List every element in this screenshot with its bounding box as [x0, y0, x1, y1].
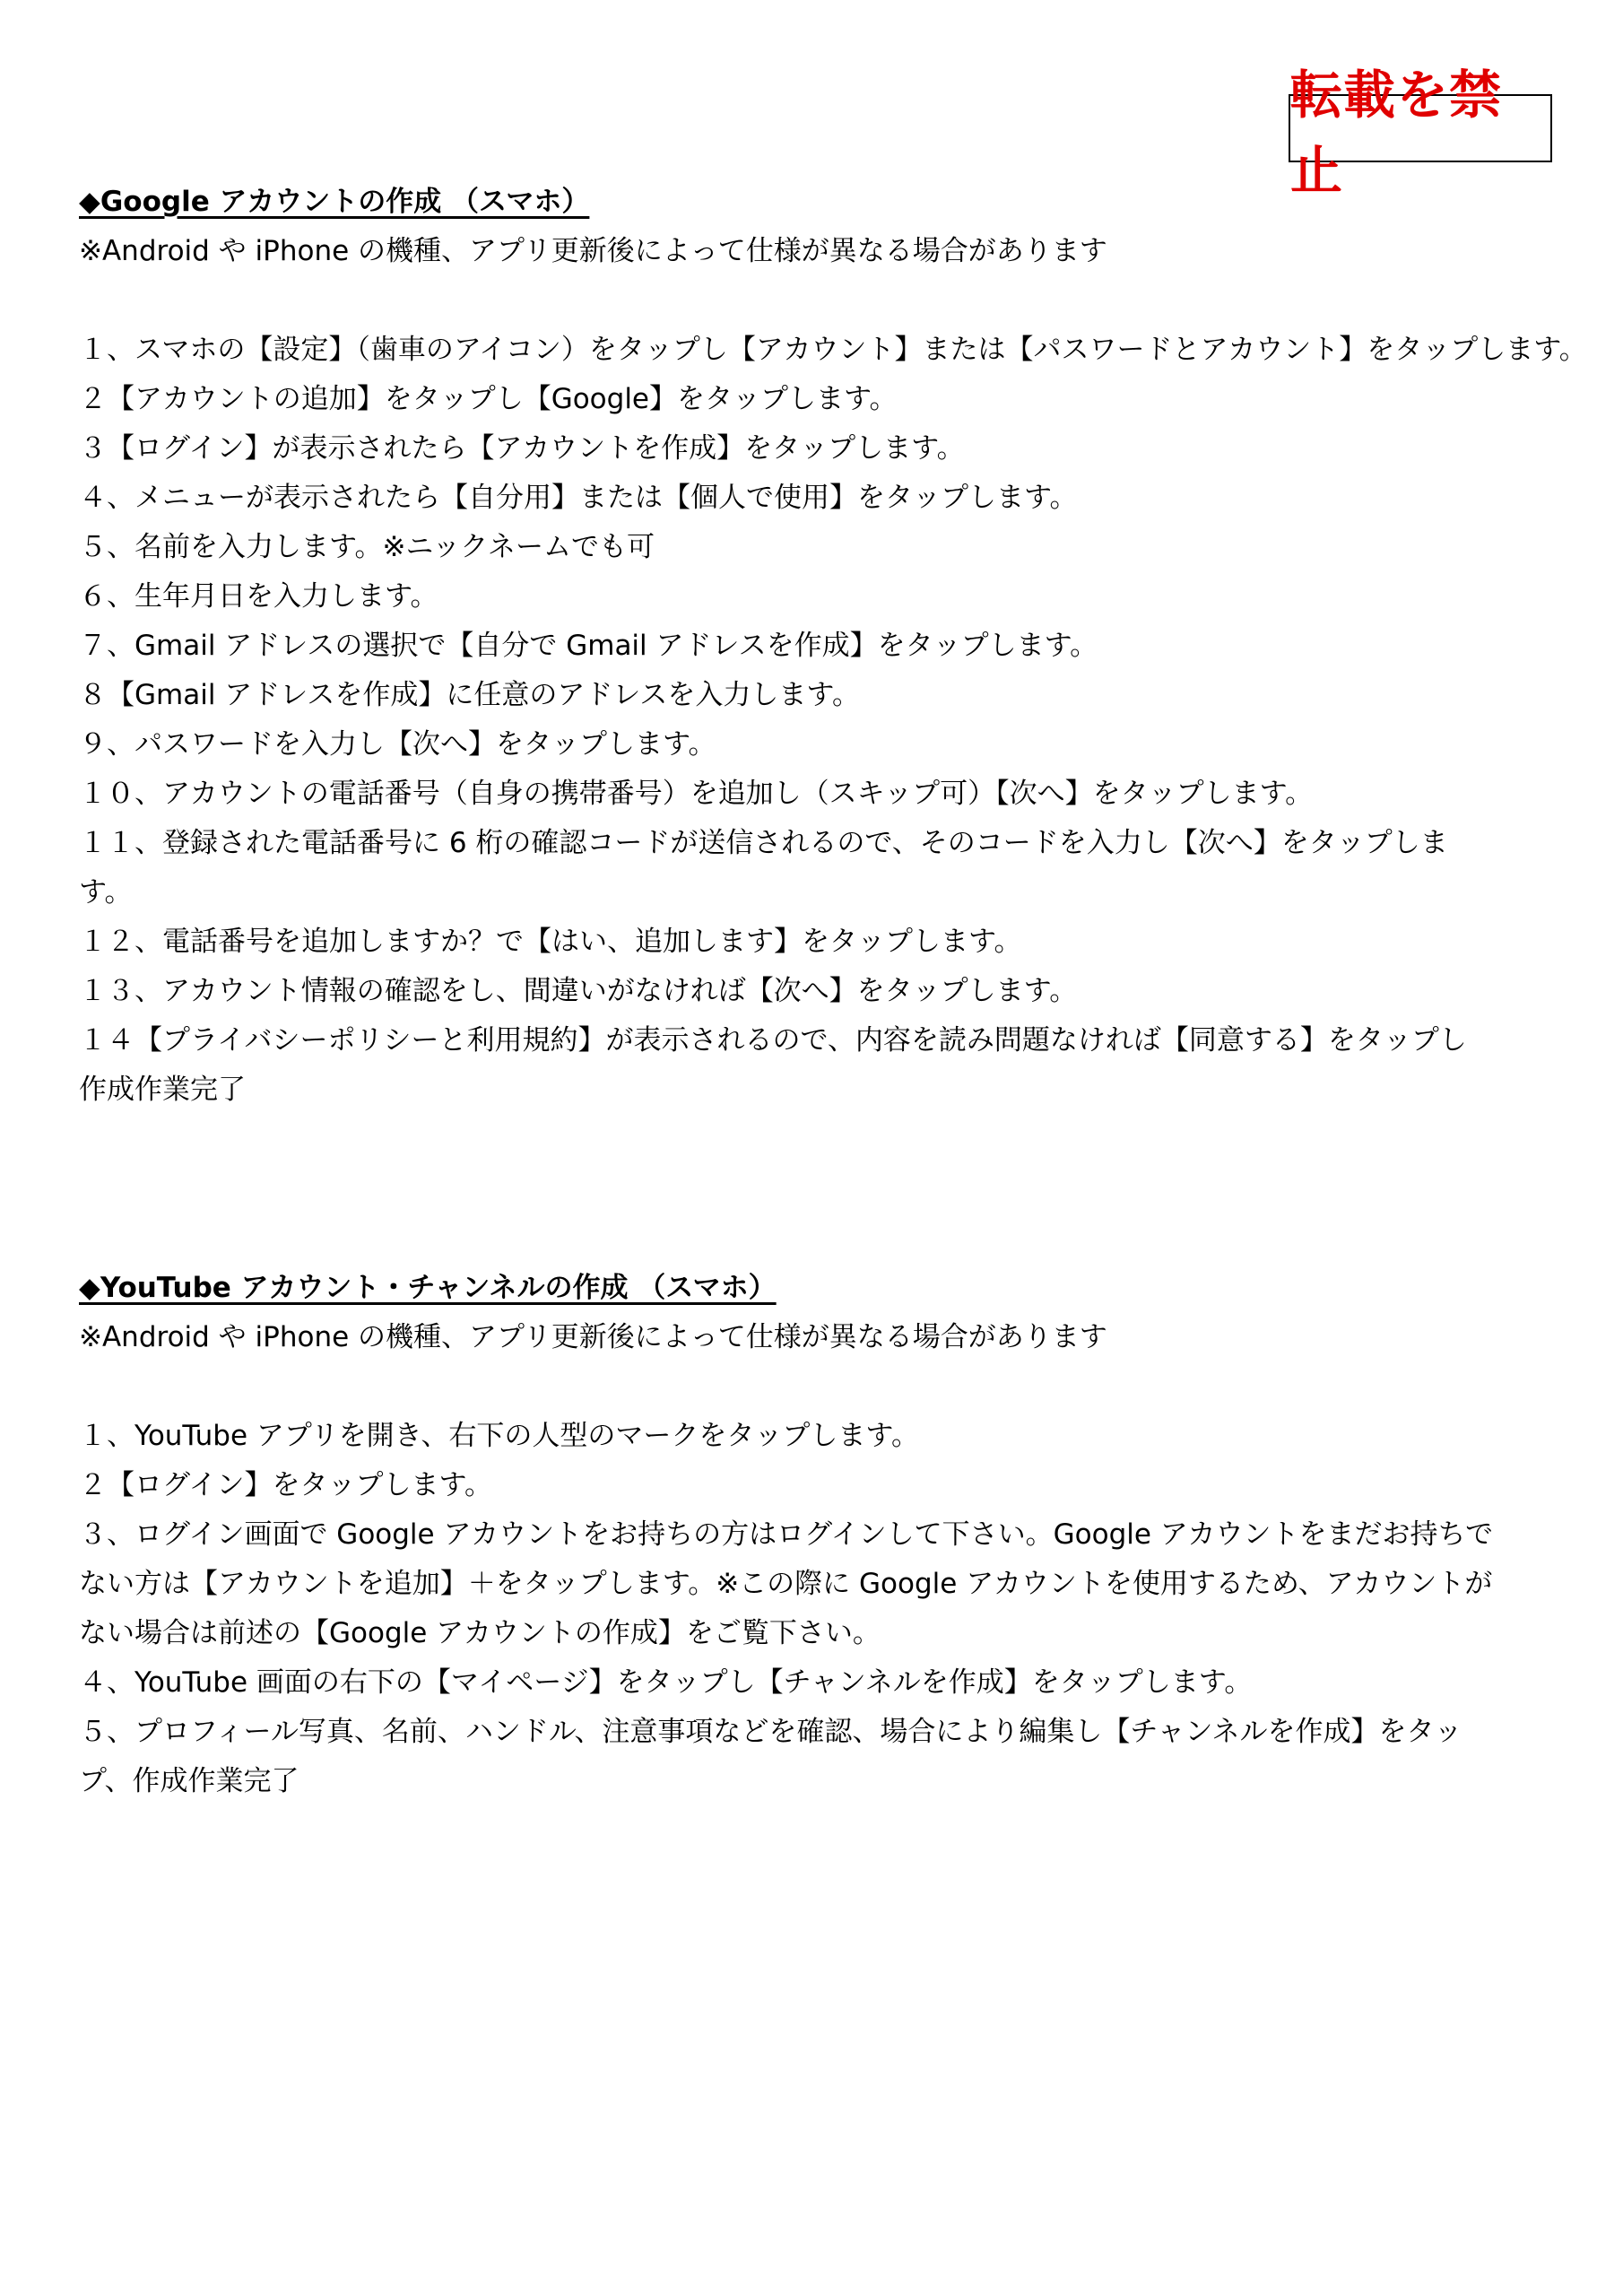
youtube-channel-section [79, 1264, 1549, 1806]
step-line: ６、生年月日を入力します。 [79, 580, 438, 613]
step-line: ８【Gmail アドレスを作成】に任意のアドレスを入力します。 [79, 679, 860, 711]
google-account-section [79, 178, 1587, 1115]
step-line: ３、ログイン画面で Google アカウントをお持ちの方はログインして下さい。Google アカウントをまだお持ちで [79, 1518, 1494, 1551]
step-line: １３、アカウント情報の確認をし、間違いがなければ【次へ】をタップします。 [79, 975, 1078, 1007]
step-line: ない方は【アカウントを追加】＋をタップします。※この際に Google アカウントを使用するため、アカウントが [79, 1568, 1493, 1600]
step-list [79, 326, 1587, 1115]
step-line: １１、登録された電話番号に 6 桁の確認コードが送信されるので、そのコードを入力し【次へ】をタップしま [79, 827, 1448, 859]
step-line: ４、YouTube 画面の右下の【マイページ】をタップし【チャンネルを作成】をタップします。 [79, 1666, 1253, 1699]
step-line: １２、電話番号を追加しますか？で【はい、追加します】をタップします。 [79, 926, 1022, 958]
step-line: １４【プライバシーポリシーと利用規約】が表示されるので、内容を読み問題なければ【同意する】をタップし [79, 1024, 1467, 1057]
step-line: ５、プロフィール写真、名前、ハンドル、注意事項などを確認、場合により編集し【チャンネルを作成】をタッ [79, 1716, 1462, 1748]
step-line: ２【アカウントの追加】をタップし【Google】をタップします。 [79, 383, 898, 415]
section-heading: ◆YouTube アカウント・チャンネルの作成 （スマホ） [79, 1272, 777, 1304]
section-note: ※Android や iPhone の機種、アプリ更新後によって仕様が異なる場合があります [79, 1321, 1107, 1353]
step-list [79, 1412, 1549, 1806]
section-note: ※Android や iPhone の機種、アプリ更新後によって仕様が異なる場合があります [79, 235, 1107, 267]
step-line: ５、名前を入力します。※ニックネームでも可 [79, 531, 655, 563]
step-line: ２【ログイン】をタップします。 [79, 1469, 492, 1501]
step-line: １、スマホの【設定】（歯車のアイコン）をタップし【アカウント】または【パスワードとアカウント】をタップします。 [79, 334, 1587, 366]
step-line: ９、パスワードを入力し【次へ】をタップします。 [79, 728, 716, 761]
section-heading: ◆Google アカウントの作成 （スマホ） [79, 186, 590, 218]
spacer [79, 276, 1549, 326]
step-line: 作成作業完了 [79, 1074, 246, 1106]
step-line: す。 [79, 876, 133, 909]
step-line: ７、Gmail アドレスの選択で【自分で Gmail アドレスを作成】をタップします。 [79, 630, 1098, 662]
step-line: １０、アカウントの電話番号（自身の携帯番号）を追加し（スキップ可）【次へ】をタップします。 [79, 778, 1314, 810]
step-line: プ、作成作業完了 [79, 1765, 299, 1797]
step-line: ４、メニューが表示されたら【自分用】または【個人で使用】をタップします。 [79, 482, 1078, 514]
step-line: １、YouTube アプリを開き、右下の人型のマークをタップします。 [79, 1420, 919, 1452]
step-line: ３【ログイン】が表示されたら【アカウントを作成】をタップします。 [79, 432, 965, 465]
spacer [79, 1362, 1549, 1412]
no-reprint-stamp: 転載を禁止 [1289, 94, 1552, 162]
step-line: ない場合は前述の【Google アカウントの作成】をご覧下さい。 [79, 1617, 881, 1649]
